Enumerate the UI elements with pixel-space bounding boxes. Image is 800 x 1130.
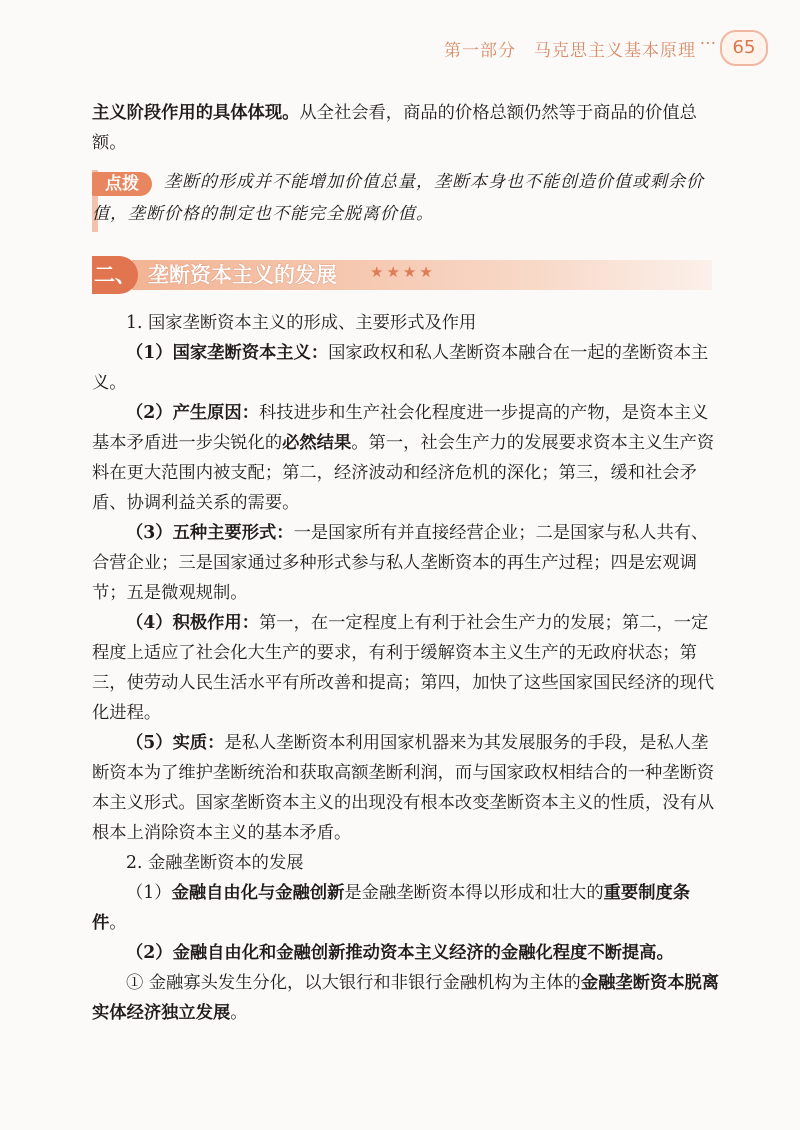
running-header-title: 第一部分 马克思主义基本原理 xyxy=(444,41,696,61)
paragraph-4 xyxy=(92,608,722,728)
subheading-1: 1. 国家垄断资本主义的形成、主要形式及作用 xyxy=(126,313,477,333)
section-title: 垄断资本主义的发展 xyxy=(148,263,337,287)
paragraph-1 xyxy=(92,338,722,398)
intro-bold: 主义阶段作用的具体体现。 xyxy=(92,103,300,123)
p6-bold-2: 重要制度条件 xyxy=(92,883,691,933)
p4-label: （4）积极作用： xyxy=(126,613,259,633)
p2-bold: 必然结果 xyxy=(282,433,352,453)
p1-label: （1）国家垄断资本主义： xyxy=(126,343,329,363)
intro-rest: 从全社会看，商品的价格总额仍然等于商品的价值总额。 xyxy=(92,103,697,153)
p6-bold-1: 金融自由化与金融创新 xyxy=(171,883,345,903)
p2-label: （2）产生原因： xyxy=(126,403,259,423)
page-header xyxy=(0,30,800,70)
p6-a: （1） xyxy=(126,883,172,903)
paragraph-5 xyxy=(92,728,722,848)
paragraph-2 xyxy=(92,398,722,518)
p5-text: 是私人垄断资本利用国家机器来为其发展服务的手段，是私人垄断资本为了维护垄断统治和获取高额垄断利润，而与国家政权相结合的一种垄断资本主义形式。国家垄断资本主义的出现没有根本改变垄断资本主义的性质，没有从根本上消除资本主义的基本矛盾。 xyxy=(92,733,715,843)
p8-c: 。 xyxy=(230,1003,248,1023)
p2-text-c: 。第一，社会生产力的发展要求资本主义生产资料在更大范围内被支配；第二，经济波动和经济危机的深化；第三，缓和社会矛盾、协调利益关系的需要。 xyxy=(92,433,715,513)
intro-paragraph xyxy=(92,98,722,158)
p3-label: （3）五种主要形式： xyxy=(126,523,294,543)
paragraph-3 xyxy=(92,518,722,608)
star-rating: ★★★★ xyxy=(370,263,436,281)
p8-bold: 金融垄断资本脱离实体经济独立发展 xyxy=(92,973,720,1023)
running-header-dots: ··· xyxy=(699,34,716,54)
p4-text: 第一，在一定程度上有利于社会生产力的发展；第二，一定程度上适应了社会化大生产的要求，有利于缓解资本主义生产的无政府状态；第三，使劳动人民生活水平有所改善和提高；第四，加快了这些国家国民经济的现代化进程。 xyxy=(92,613,715,723)
p6-e: 。 xyxy=(109,913,127,933)
p1-text: 国家政权和私人垄断资本融合在一起的垄断资本主义。 xyxy=(92,343,709,393)
p5-label: （5）实质： xyxy=(126,733,225,753)
tip-box xyxy=(92,166,724,236)
tip-text: 垄断的形成并不能增加价值总量，垄断本身也不能创造价值或剩余价值，垄断价格的制定也不能完全脱离价值。 xyxy=(92,172,704,224)
tip-label: 点拨 xyxy=(92,172,152,196)
paragraph-7: （2）金融自由化和金融创新推动资本主义经济的金融化程度不断提高。 xyxy=(126,943,674,963)
p8-a: ① 金融寡头发生分化，以大银行和非银行金融机构为主体的 xyxy=(126,973,581,993)
paragraph-6 xyxy=(92,878,722,938)
p3-text: 一是国家所有并直接经营企业；二是国家与私人共有、合营企业；三是国家通过多种形式参与私人垄断资本的再生产过程；四是宏观调节；五是微观规制。 xyxy=(92,523,709,603)
paragraph-8 xyxy=(92,968,722,1028)
p2-text-a: 科技进步和生产社会化程度进一步提高的产物，是资本主义基本矛盾进一步尖锐化的 xyxy=(92,403,709,453)
section-heading xyxy=(92,256,712,294)
subheading-2: 2. 金融垄断资本的发展 xyxy=(126,853,304,873)
main-body xyxy=(92,308,722,1028)
section-number: 二、 xyxy=(92,256,138,294)
p6-c: 是金融垄断资本得以形成和壮大的 xyxy=(344,883,604,903)
page-number-badge: 65 xyxy=(720,30,768,66)
